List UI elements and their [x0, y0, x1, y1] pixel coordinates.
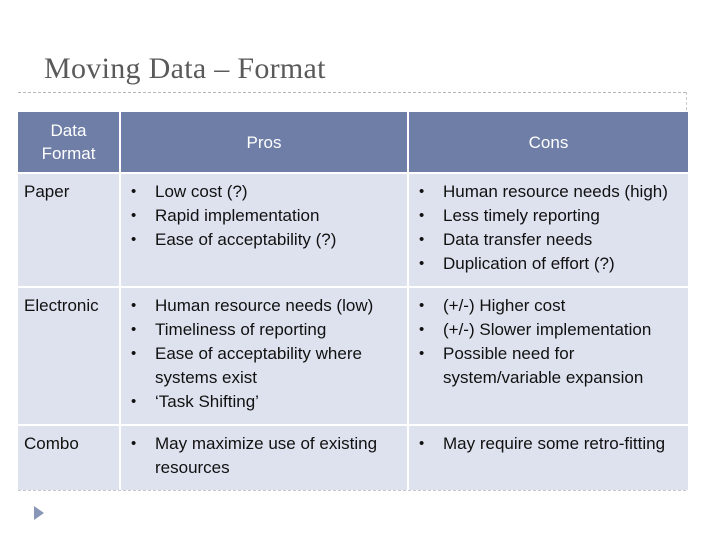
list-item: [125, 228, 403, 252]
list-item-text: Data transfer needs: [443, 230, 593, 249]
table-header-row: [18, 112, 688, 173]
format-cell: Paper: [18, 173, 120, 287]
cons-cell: [408, 425, 688, 490]
bullet-dot-icon: •: [131, 321, 137, 338]
bullet-dot-icon: •: [419, 183, 425, 200]
list-item-text: (+/-) Higher cost: [443, 296, 566, 315]
bullet-dot-icon: •: [419, 435, 425, 452]
list-item: [125, 204, 403, 228]
bullet-dot-icon: •: [419, 297, 425, 314]
bullet-dot-icon: •: [131, 183, 137, 200]
list-item: [413, 432, 684, 456]
table-row: [18, 425, 688, 490]
cons-cell: [408, 173, 688, 287]
bullet-dot-icon: •: [419, 231, 425, 248]
cons-cell: [408, 287, 688, 425]
pros-list: [125, 180, 403, 252]
list-item: [413, 294, 684, 318]
bottom-border-line: [18, 490, 686, 491]
table-row: [18, 173, 688, 287]
bullet-dot-icon: •: [131, 207, 137, 224]
header-pros: Pros: [120, 112, 408, 173]
pros-cell: [120, 287, 408, 425]
format-cell: Combo: [18, 425, 120, 490]
table-row: [18, 287, 688, 425]
bullet-dot-icon: •: [131, 393, 137, 410]
cons-list: [413, 180, 684, 276]
list-item-text: (+/-) Slower implementation: [443, 320, 652, 339]
format-cell: Electronic: [18, 287, 120, 425]
list-item: [125, 342, 403, 390]
list-item: [413, 342, 684, 390]
list-item-text: ‘Task Shifting’: [155, 392, 259, 411]
bullet-dot-icon: •: [131, 297, 137, 314]
bullet-dot-icon: •: [419, 207, 425, 224]
list-item: [413, 318, 684, 342]
list-item-text: Ease of acceptability where systems exist: [155, 344, 362, 387]
cons-list: [413, 294, 684, 390]
triangle-right-icon[interactable]: [34, 506, 44, 520]
list-item: [125, 318, 403, 342]
pros-list: [125, 294, 403, 414]
list-item-text: Duplication of effort (?): [443, 254, 615, 273]
list-item-text: Less timely reporting: [443, 206, 600, 225]
list-item-text: Timeliness of reporting: [155, 320, 327, 339]
bullet-dot-icon: •: [131, 231, 137, 248]
header-cons: Cons: [408, 112, 688, 173]
header-data-format: Data Format: [18, 112, 120, 173]
bullet-dot-icon: •: [419, 321, 425, 338]
list-item-text: Human resource needs (low): [155, 296, 374, 315]
pros-cell: [120, 173, 408, 287]
pros-list: [125, 432, 403, 480]
bullet-dot-icon: •: [131, 345, 137, 362]
list-item: [125, 294, 403, 318]
list-item-text: May require some retro-fitting: [443, 434, 666, 453]
list-item: [125, 180, 403, 204]
list-item-text: Possible need for system/variable expansion: [443, 344, 644, 387]
list-item-text: Human resource needs (high): [443, 182, 668, 201]
list-item-text: Low cost (?): [155, 182, 248, 201]
list-item: [413, 180, 684, 204]
list-item: [413, 204, 684, 228]
cons-list: [413, 432, 684, 456]
list-item: [125, 432, 403, 480]
title-divider: [18, 92, 686, 93]
bullet-dot-icon: •: [419, 255, 425, 272]
list-item-text: Ease of acceptability (?): [155, 230, 337, 249]
slide-title: Moving Data – Format: [44, 52, 326, 85]
format-comparison-table: [18, 112, 688, 490]
list-item: [413, 228, 684, 252]
list-item: [413, 252, 684, 276]
list-item-text: May maximize use of existing resources: [155, 434, 378, 477]
bullet-dot-icon: •: [419, 345, 425, 362]
bullet-dot-icon: •: [131, 435, 137, 452]
list-item: [125, 390, 403, 414]
pros-cell: [120, 425, 408, 490]
list-item-text: Rapid implementation: [155, 206, 320, 225]
